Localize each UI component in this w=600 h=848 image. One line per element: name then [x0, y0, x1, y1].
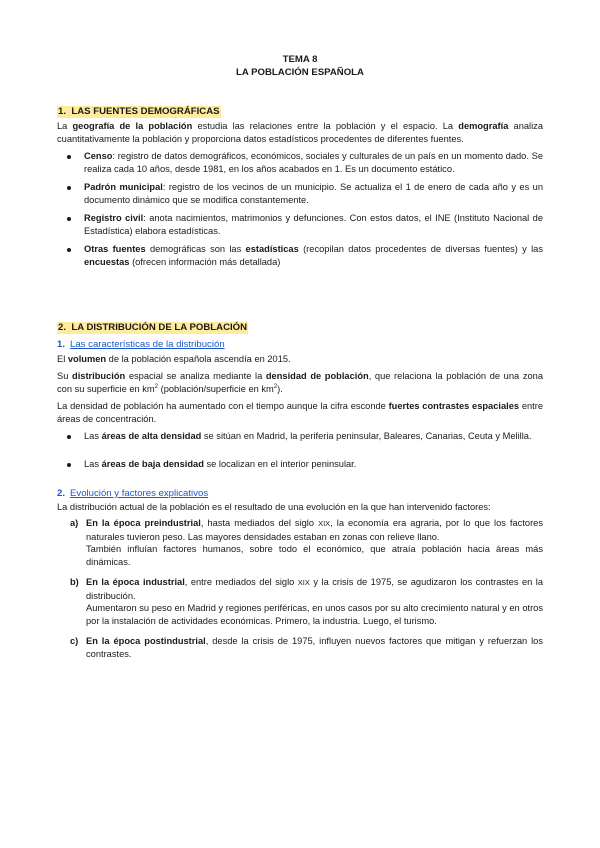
- bullet-dot-icon: [67, 217, 71, 221]
- section-1-number: 1.: [58, 106, 67, 117]
- section-1-title: LAS FUENTES DEMOGRÁFICAS: [71, 106, 220, 117]
- item-preindustrial: a) En la época preindustrial, hasta mediados del siglo XIX, la economía era agraria, por lo que los factores naturales tuvieron peso. Las mayores densidades estaban en zonas con relieve llano. También influían factores humanos, sobre todo el económico, que atraía población hacia áreas más dinámicas.: [70, 518, 543, 567]
- subsection-2-title: Evolución y factores explicativos: [70, 488, 209, 499]
- section-2-title: LA DISTRIBUCIÓN DE LA POBLACIÓN: [71, 322, 248, 333]
- bullet-alta-densidad: Las áreas de alta densidad se sitúan en Madrid, la periferia peninsular, Baleares, Canarias, Ceuta y Melilla.: [84, 430, 543, 443]
- bullet-dot-icon: [67, 155, 71, 159]
- subsection-2-heading: 2. Evolución y factores explicativos: [57, 488, 209, 499]
- paragraph-volumen: El volumen de la población española ascendía en 2015.: [57, 354, 291, 364]
- bullet-dot-icon: [67, 463, 71, 467]
- subsection-1-title: Las características de la distribución: [70, 339, 225, 350]
- bullet-padron: Padrón municipal: registro de los vecinos de un municipio. Se actualiza el 1 de enero de cada año y es un documento dinámico que se modifica constantemente.: [84, 181, 543, 206]
- section-1-intro: La geografía de la población estudia las relaciones entre la población y el espacio. La demografía analiza cuantitativamente la población y proporciona datos estadísticos procedentes de diferentes fuentes.: [57, 121, 544, 144]
- bullet-baja-densidad: Las áreas de baja densidad se localizan en el interior peninsular.: [84, 458, 543, 471]
- paragraph-densidad: La densidad de población ha aumentado con el tiempo aunque la cifra esconde fuertes contrastes espaciales entre áreas de concentración.: [57, 401, 544, 424]
- item-postindustrial: c) En la época postindustrial, desde la crisis de 1975, influyen nuevos factores que mitigan y refuerzan los contrastes.: [70, 636, 544, 659]
- bullet-registro: Registro civil: anota nacimientos, matrimonios y defunciones. Con estos datos, el INE (Instituto Nacional de Estadística) elabora estadísticas.: [84, 212, 543, 237]
- subsection-1-heading: 1. Las características de la distribución: [57, 339, 225, 350]
- paragraph-distribucion: Su distribución espacial se analiza mediante la densidad de población, que relaciona la población de una zona con su superficie en $km^2$ (población/superficie en $km^2$).: [57, 371, 543, 394]
- bullet-otras-fuentes: Otras fuentes demográficas son las estadísticas (recopilan datos procedentes de diversas fuentes) y las encuestas (ofrecen información más detallada): [84, 243, 543, 268]
- item-industrial: b) En la época industrial, entre mediados del siglo XIX y la crisis de 1975, se agudizaron los contrastes en la distribución. Aumentaron su peso en Madrid y regiones periféricas, en unos casos por su alto crecimiento natural y en otros por la instalación de actividades económicas. Primero, la industria. Luego, el turismo.: [70, 577, 543, 626]
- section-2-number: 2.: [58, 322, 67, 333]
- bullet-dot-icon: [67, 248, 71, 252]
- page-title: LA POBLACIÓN ESPAÑOLA: [236, 67, 364, 78]
- paragraph-evolucion: La distribución actual de la población es el resultado de una evolución en la que han intervenido factores:: [57, 502, 491, 512]
- bullet-dot-icon: [67, 186, 71, 190]
- bullet-censo: Censo: registro de datos demográficos, económicos, sociales y culturales de un país en un momento dado. Se realiza cada 10 años, desde 1981, en los años acabados en 1. Es un documento estático.: [84, 150, 543, 175]
- section-2-heading: [57, 322, 248, 334]
- bullet-dot-icon: [67, 435, 71, 439]
- term-demografia: demografía: [458, 121, 509, 131]
- term-geografia: geografía de la población: [72, 121, 193, 131]
- section-1-heading: [57, 106, 221, 118]
- tema-number: TEMA 8: [282, 54, 318, 65]
